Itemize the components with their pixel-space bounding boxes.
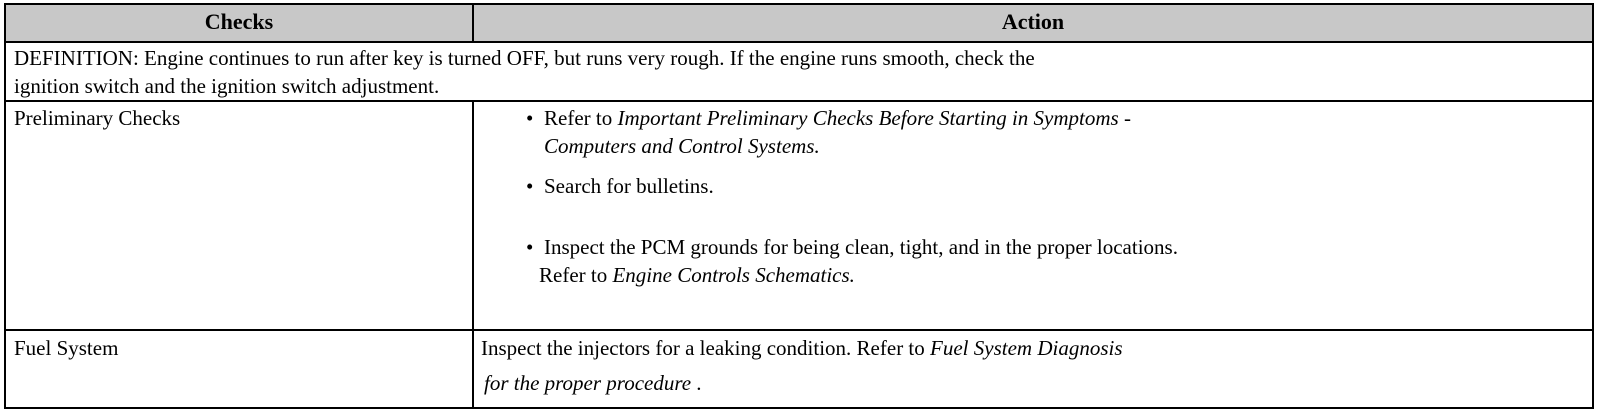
- action-bullet-2: • Search for bulletins.: [526, 174, 714, 198]
- check-preliminary-checks: Preliminary Checks: [14, 106, 181, 130]
- check-fuel-system: Fuel System: [14, 336, 119, 360]
- action-fuel-system-line1: Inspect the injectors for a leaking condition. Refer to Fuel System Diagnosis: [481, 336, 1123, 360]
- bullet-icon: •: [526, 174, 534, 198]
- body-column-divider: [472, 100, 474, 407]
- diagnostic-table: [4, 3, 1594, 409]
- bullet-icon: •: [526, 235, 534, 259]
- header-action: Action: [1001, 9, 1065, 34]
- header-divider: [6, 41, 1592, 43]
- definition-text-line1: DEFINITION: Engine continues to run after key is turned OFF, but runs very rough. If the engine runs smooth, check the: [14, 46, 1035, 70]
- header-checks: Checks: [204, 9, 274, 34]
- action-bullet-1: • Refer to Important Preliminary Checks Before Starting in Symptoms -: [526, 106, 1131, 130]
- action-bullet-3: • Inspect the PCM grounds for being clean, tight, and in the proper locations.: [526, 235, 1178, 259]
- definition-divider: [6, 100, 1592, 102]
- action-bullet-1-continued: Computers and Control Systems.: [544, 134, 820, 158]
- row-divider: [6, 329, 1592, 331]
- action-fuel-system-line2: for the proper procedure .: [484, 371, 702, 395]
- action-bullet-3-continued: Refer to Engine Controls Schematics.: [539, 263, 855, 287]
- bullet-icon: •: [526, 106, 534, 130]
- definition-text-line2: ignition switch and the ignition switch adjustment.: [14, 74, 440, 98]
